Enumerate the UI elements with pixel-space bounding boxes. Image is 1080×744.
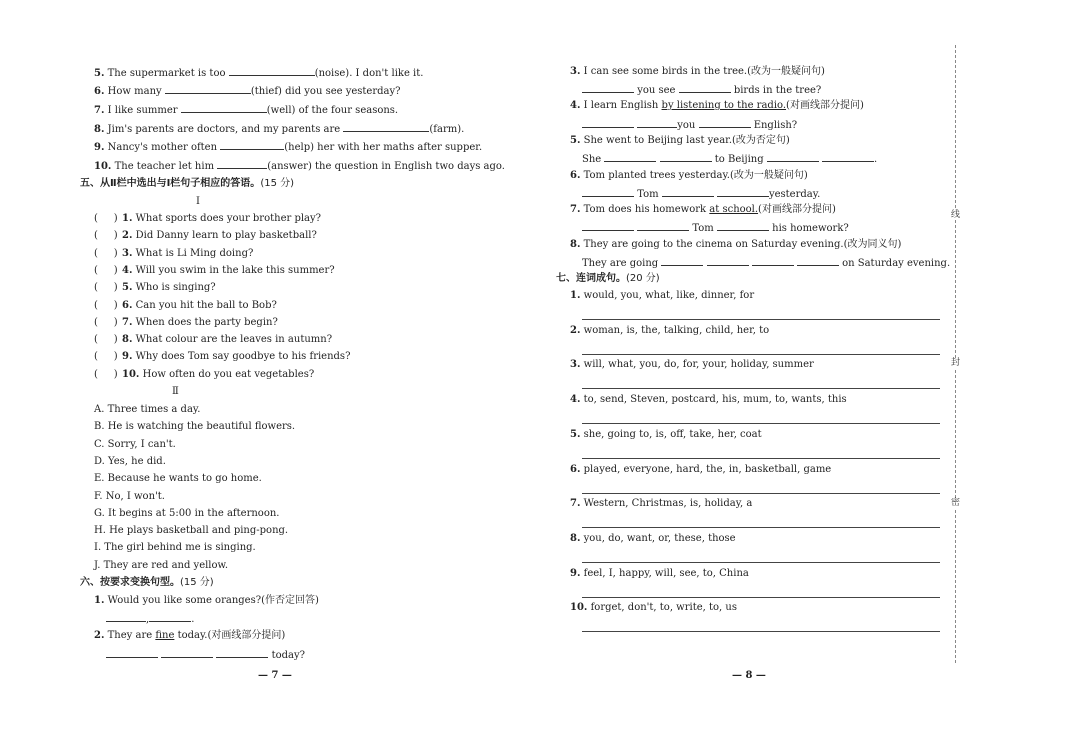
- answer-bracket[interactable]: ( ): [94, 334, 118, 346]
- section-title: 五、从Ⅱ栏中选出与Ⅰ栏句子相应的答语。(15 分): [80, 178, 295, 189]
- binding-line: [955, 45, 956, 663]
- transform-question: 7. Tom does his homework at school.(对画线部分提问): [570, 204, 836, 215]
- answer-blank[interactable]: [582, 82, 634, 93]
- matching-answer: F. No, I won't.: [94, 490, 165, 502]
- section-title: 七、连词成句。(20 分): [556, 273, 660, 284]
- matching-answer: G. It begins at 5:00 in the afternoon.: [94, 507, 280, 519]
- answer-row: They are going on Saturday evening.: [582, 255, 950, 271]
- transform-question: 3. I can see some birds in the tree.(改为一般疑问句): [570, 66, 825, 77]
- answer-line[interactable]: [582, 527, 940, 528]
- matching-answer: H. He plays basketball and ping-pong.: [94, 525, 289, 537]
- answer-row: She to Beijing .: [582, 151, 877, 167]
- matching-question: ( ) 7. When does the party begin?: [94, 316, 278, 328]
- fill-item: 10. The teacher let him (answer) the question in English two days ago.: [94, 158, 505, 174]
- matching-question: ( ) 1. What sports does your brother play?: [94, 213, 322, 224]
- word-order-item: 5. she, going to, is, off, take, her, coat: [570, 428, 762, 440]
- answer-blank[interactable]: [717, 220, 769, 231]
- matching-answer: E. Because he wants to go home.: [94, 473, 262, 485]
- answer-blank[interactable]: [661, 255, 703, 266]
- answer-blank[interactable]: [216, 647, 268, 658]
- fill-item: 5. The supermarket is too (noise). I don't like it.: [94, 65, 423, 81]
- transform-question: 1. Would you like some oranges?(作否定回答): [94, 595, 319, 606]
- word-order-item: 9. feel, I, happy, will, see, to, China: [570, 567, 749, 579]
- answer-line[interactable]: [582, 354, 940, 355]
- fill-item: 8. Jim's parents are doctors, and my parents are (farm).: [94, 121, 464, 137]
- answer-blank[interactable]: [679, 82, 731, 93]
- matching-answer: D. Yes, he did.: [94, 455, 166, 467]
- answer-blank[interactable]: [717, 186, 769, 197]
- matching-answer: B. He is watching the beautiful flowers.: [94, 421, 296, 433]
- answer-blank[interactable]: [637, 220, 689, 231]
- answer-bracket[interactable]: ( ): [94, 368, 118, 380]
- margin-label: 密: [951, 498, 961, 508]
- matching-answer: A. Three times a day.: [94, 404, 201, 415]
- answer-bracket[interactable]: ( ): [94, 299, 118, 311]
- matching-question: ( ) 9. Why does Tom say goodbye to his friends?: [94, 351, 351, 363]
- word-order-item: 1. would, you, what, like, dinner, for: [570, 290, 755, 301]
- fill-item: 6. How many (thief) did you see yesterday?: [94, 83, 401, 99]
- answer-line[interactable]: [582, 597, 940, 598]
- matching-question: ( ) 10. How often do you eat vegetables?: [94, 368, 315, 380]
- matching-answer: C. Sorry, I can't.: [94, 438, 176, 450]
- answer-blank[interactable]: [797, 255, 839, 266]
- answer-bracket[interactable]: ( ): [94, 264, 118, 276]
- answer-line[interactable]: [582, 493, 940, 494]
- answer-row: you see birds in the tree?: [582, 82, 821, 98]
- matching-question: ( ) 6. Can you hit the ball to Bob?: [94, 299, 277, 311]
- answer-blank[interactable]: [106, 611, 146, 622]
- answer-line[interactable]: [582, 423, 940, 424]
- answer-bracket[interactable]: ( ): [94, 247, 118, 259]
- answer-blank[interactable]: [822, 151, 874, 162]
- answer-blank[interactable]: [582, 117, 634, 128]
- answer-blank[interactable]: [217, 158, 267, 169]
- matching-answer: J. They are red and yellow.: [94, 559, 229, 571]
- answer-blank[interactable]: [660, 151, 712, 162]
- transform-question: 5. She went to Beijing last year.(改为否定句): [570, 135, 790, 146]
- answer-blank[interactable]: [637, 117, 677, 128]
- word-order-item: 6. played, everyone, hard, the, in, basketball, game: [570, 463, 832, 475]
- answer-line[interactable]: [582, 388, 940, 389]
- answer-blank[interactable]: [343, 121, 429, 132]
- word-order-item: 7. Western, Christmas, is, holiday, a: [570, 498, 753, 510]
- margin-label: 线: [951, 210, 961, 220]
- answer-row: Tom his homework?: [582, 220, 849, 236]
- fill-item: 9. Nancy's mother often (help) her with her maths after supper.: [94, 139, 482, 155]
- answer-blank[interactable]: [767, 151, 819, 162]
- answer-blank[interactable]: [752, 255, 794, 266]
- page-number: — 7 —: [258, 670, 292, 681]
- answer-bracket[interactable]: ( ): [94, 351, 118, 363]
- column-label: Ⅰ: [196, 196, 200, 207]
- answer-blank[interactable]: [149, 611, 191, 622]
- fill-item: 7. I like summer (well) of the four seasons.: [94, 102, 398, 118]
- word-order-item: 4. to, send, Steven, postcard, his, mum, to, wants, this: [570, 394, 847, 406]
- answer-bracket[interactable]: ( ): [94, 213, 118, 224]
- answer-bracket[interactable]: ( ): [94, 316, 118, 328]
- answer-blank[interactable]: [229, 65, 315, 76]
- answer-row: today?: [106, 647, 305, 663]
- matching-question: ( ) 3. What is Li Ming doing?: [94, 247, 254, 259]
- answer-blank[interactable]: [604, 151, 656, 162]
- margin-label: 封: [951, 358, 961, 368]
- word-order-item: 2. woman, is, the, talking, child, her, to: [570, 324, 770, 336]
- matching-question: ( ) 8. What colour are the leaves in autumn?: [94, 334, 333, 346]
- answer-line[interactable]: [582, 631, 940, 632]
- transform-question: 8. They are going to the cinema on Saturday evening.(改为同义句): [570, 239, 902, 250]
- answer-blank[interactable]: [707, 255, 749, 266]
- answer-line[interactable]: [582, 319, 940, 320]
- page-number: — 8 —: [732, 670, 766, 681]
- answer-blank[interactable]: [220, 139, 284, 150]
- matching-answer: I. The girl behind me is singing.: [94, 542, 256, 554]
- answer-blank[interactable]: [181, 102, 267, 113]
- matching-question: ( ) 5. Who is singing?: [94, 282, 216, 294]
- answer-row: Tom yesterday.: [582, 186, 820, 202]
- answer-blank[interactable]: [582, 186, 634, 197]
- answer-blank[interactable]: [161, 647, 213, 658]
- answer-blank[interactable]: [582, 220, 634, 231]
- answer-bracket[interactable]: ( ): [94, 230, 118, 242]
- column-label: Ⅱ: [172, 386, 179, 397]
- answer-blank[interactable]: [106, 647, 158, 658]
- transform-question: 6. Tom planted trees yesterday.(改为一般疑问句): [570, 170, 808, 181]
- matching-question: ( ) 2. Did Danny learn to play basketball?: [94, 230, 317, 242]
- answer-blank[interactable]: [699, 117, 751, 128]
- answer-line[interactable]: [582, 562, 940, 563]
- answer-blank[interactable]: [662, 186, 714, 197]
- word-order-item: 10. forget, don't, to, write, to, us: [570, 602, 737, 614]
- answer-row: , .: [106, 611, 194, 627]
- word-order-item: 8. you, do, want, or, these, those: [570, 532, 736, 544]
- answer-blank[interactable]: [165, 83, 251, 94]
- answer-row: you English?: [582, 117, 797, 133]
- answer-line[interactable]: [582, 458, 940, 459]
- section-title: 六、按要求变换句型。(15 分): [80, 577, 214, 588]
- word-order-item: 3. will, what, you, do, for, your, holiday, summer: [570, 359, 814, 371]
- transform-question: 4. I learn English by listening to the radio.(对画线部分提问): [570, 100, 864, 111]
- transform-question: 2. They are fine today.(对画线部分提问): [94, 630, 286, 641]
- matching-question: ( ) 4. Will you swim in the lake this summer?: [94, 264, 335, 276]
- answer-bracket[interactable]: ( ): [94, 282, 118, 294]
